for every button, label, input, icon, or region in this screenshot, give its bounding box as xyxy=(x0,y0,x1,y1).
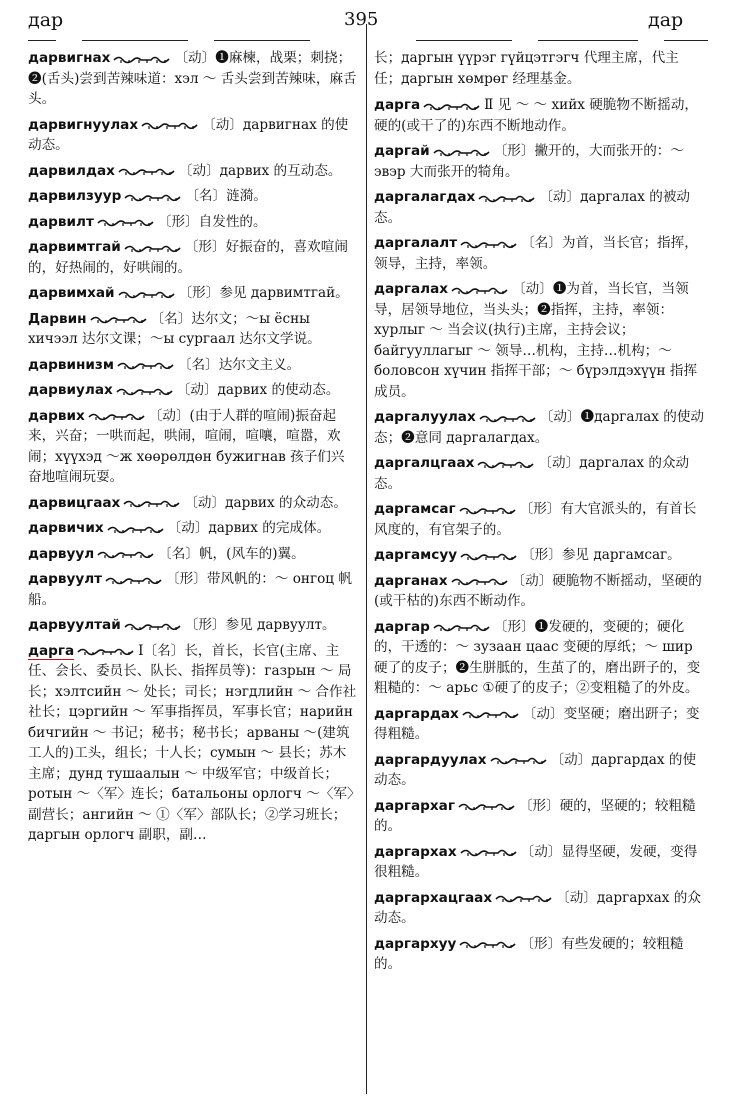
definition: 〔动〕дарвих 的完成体。 xyxy=(167,520,331,536)
definition: 〔形〕有大官派头的，有首长风度的，有官架子的。 xyxy=(374,501,697,538)
definition: 〔形〕参见 дарвуулт。 xyxy=(184,617,336,633)
definition: Ⅰ〔名〕长，首长，长官(主席、主任、会长、委员长、队长、指挥员等)：газрын ～ 局长；хэлтсийн ～ 处长；司长；нэгдлийн ～ 合作社社长；цэргийн ～ 军事指挥员，军事长官；нарийн бичгийн ～ 书记；秘书；秘书长；арваны ～(建筑工人的)工头，组长；十人长；сумын ～ 县长；苏木主席；дунд тушаалын ～ 中级军官；中级首长；ротын ～〈军〉连长；батальоны орлогч ～〈军〉副营长；ангийн ～ ①〈军〉部队长；②学习班长；даргын орлогч 副职，副… xyxy=(28,642,357,843)
right-entry xyxy=(374,545,706,566)
right-entry xyxy=(374,141,706,182)
right-entry xyxy=(374,934,706,975)
right-entry xyxy=(374,453,706,494)
mongolian-script-glyph xyxy=(451,285,509,295)
header-rule-right-b xyxy=(538,40,638,41)
left-entry xyxy=(28,212,358,233)
left-entry xyxy=(28,569,358,610)
headword: дарвимхай xyxy=(28,285,115,301)
mongolian-script-glyph xyxy=(477,459,535,469)
headword: даргардуулах xyxy=(374,751,487,768)
mongolian-script-glyph xyxy=(105,575,163,585)
definition: 〔形〕参见 даргамсаг。 xyxy=(521,547,681,563)
headword: даргалцгаах xyxy=(374,455,475,471)
headword: дарвигнуулах xyxy=(28,116,139,133)
left-entry xyxy=(28,615,358,636)
definition: 〔名〕涟漪。 xyxy=(185,188,267,204)
left-entry xyxy=(28,186,358,207)
headword: дарвимтгай xyxy=(28,239,121,255)
mongolian-script-glyph xyxy=(460,551,518,561)
headword: даргай xyxy=(374,143,430,159)
definition: 〔形〕撇开的，大而张开的：～ эвэр 大而张开的犄角。 xyxy=(374,143,684,180)
right-entry xyxy=(374,842,706,883)
header-left-guide-word: дар xyxy=(28,9,64,31)
mongolian-script-glyph xyxy=(117,360,175,370)
right-entry xyxy=(374,888,706,929)
left-entry xyxy=(28,161,358,182)
right-entry xyxy=(374,233,706,274)
mongolian-script-glyph xyxy=(124,192,182,202)
mongolian-script-glyph xyxy=(458,801,516,811)
mongolian-script-glyph xyxy=(124,621,182,631)
left-entry xyxy=(28,48,358,110)
headword: дарвинизм xyxy=(28,356,114,373)
right-entry xyxy=(374,704,706,745)
mongolian-script-glyph xyxy=(460,847,518,857)
left-entry xyxy=(28,115,358,156)
definition: 〔形〕自发性的。 xyxy=(157,213,267,230)
definition: 〔动〕дарвигнах 的使动态。 xyxy=(28,116,349,153)
headword: даргархаг xyxy=(374,797,455,814)
left-entry xyxy=(28,544,358,565)
definition: 〔名〕达尔文主义。 xyxy=(177,356,301,373)
headword: даргамсуу xyxy=(374,547,458,563)
headword: дарвиулах xyxy=(28,382,113,398)
definition: 〔形〕❶发硬的，变硬的；硬化的，干透的：～ зузаан цаас 变硬的厚纸；～ шир 硬了的皮子；❷生胼胝的，生茧了的，磨出趼子的，变粗糙的：～ арьс ①硬了的皮子；②变粗糙了的外皮。 xyxy=(374,618,701,696)
mongolian-script-glyph xyxy=(495,893,553,903)
definition: 〔形〕有些发硬的；较粗糙的。 xyxy=(374,935,684,972)
headword: дарвуултай xyxy=(28,617,121,633)
definition: 〔动〕даргархах 的众动态。 xyxy=(374,889,701,926)
headword: даргалалт xyxy=(374,235,458,251)
definition: 〔形〕好振奋的，喜欢喧闹的，好热闹的，好哄闹的。 xyxy=(28,239,348,276)
definition: 〔动〕❶даргалах 的使动态；❷意同 даргалагдах。 xyxy=(374,409,705,446)
left-entry xyxy=(28,493,358,514)
mongolian-script-glyph xyxy=(460,239,518,249)
mongolian-script-glyph xyxy=(459,505,517,515)
mongolian-script-glyph xyxy=(141,120,199,130)
definition: 〔形〕硬的，坚硬的；较粗糙的。 xyxy=(374,797,696,834)
headword: дарвилт xyxy=(28,213,94,230)
page-header xyxy=(0,0,739,44)
header-rule-right-a xyxy=(416,40,512,41)
headword: даргалагдах xyxy=(374,189,476,205)
definition: 〔名〕为首，当长官；指挥，领导，主持，率领。 xyxy=(374,235,698,272)
left-entry xyxy=(28,355,358,376)
right-entry xyxy=(374,617,706,699)
mongolian-script-glyph xyxy=(123,498,181,508)
headword: дарвих xyxy=(28,407,85,424)
headword: даргардах xyxy=(374,705,459,722)
definition: 〔动〕硬脆物不断摇动，坚硬的(或干枯的)东西不断动作。 xyxy=(374,572,702,609)
header-rule-left-c xyxy=(214,40,310,41)
right-entry xyxy=(374,750,706,791)
right-entry xyxy=(374,48,706,89)
right-entry xyxy=(374,95,706,136)
right-entry xyxy=(374,407,706,448)
headword: дарга xyxy=(28,642,75,659)
headword: дарвуул xyxy=(28,545,95,562)
definition: 〔形〕带风帆的：～ онгоц 帆船。 xyxy=(28,571,352,608)
left-entry xyxy=(28,237,358,278)
left-entry xyxy=(28,380,358,401)
headword: даргархах xyxy=(374,843,457,860)
headword: даргалуулах xyxy=(374,409,476,425)
header-rule-left-a xyxy=(28,40,56,41)
definition: 〔动〕❶为首，当长官，当领导，居领导地位，当头头；❷指挥，主持，率领：хурлыг ～ 当会议(执行)主席，主持会议；байгууллагыг ～ 领导…机构，主持…机构；～ боловсон хүчин 指挥干部；～ бүрэлдэхүүн 指挥成员。 xyxy=(374,281,698,400)
headword: дарвуулт xyxy=(28,571,103,587)
mongolian-script-glyph xyxy=(433,147,491,157)
header-rule-right-c xyxy=(664,40,708,41)
definition: 〔动〕дарвих 的使动态。 xyxy=(176,382,340,398)
mongolian-script-glyph xyxy=(116,386,174,396)
mongolian-script-glyph xyxy=(490,755,548,765)
mongolian-script-glyph xyxy=(97,549,155,559)
right-entry xyxy=(374,279,706,402)
mongolian-script-glyph xyxy=(479,413,537,423)
right-entry xyxy=(374,187,706,228)
mongolian-script-glyph xyxy=(107,524,165,534)
left-column xyxy=(28,48,358,851)
definition: 〔名〕达尔文；～ы ёсны хичээл 达尔文课；～ы сургаал 达尔文学说。 xyxy=(28,310,321,347)
left-entry xyxy=(28,518,358,539)
mongolian-script-glyph xyxy=(88,411,146,421)
headword: даргар xyxy=(374,618,430,635)
definition: 〔动〕даргардах 的使动态。 xyxy=(374,751,697,788)
headword: дарвичих xyxy=(28,520,104,536)
mongolian-script-glyph xyxy=(478,193,536,203)
definition: 〔动〕даргалах 的众动态。 xyxy=(374,455,690,492)
right-entry xyxy=(374,796,706,837)
headword: даргалах xyxy=(374,281,449,297)
right-entry xyxy=(374,571,706,612)
definition: 〔形〕参见 дарвимтгай。 xyxy=(178,285,349,301)
definition: 〔动〕дарвих 的互动态。 xyxy=(178,162,342,179)
mongolian-script-glyph xyxy=(459,939,517,949)
left-entry xyxy=(28,283,358,304)
mongolian-script-glyph xyxy=(423,101,481,111)
mongolian-script-glyph xyxy=(90,314,148,324)
mongolian-script-glyph xyxy=(113,54,171,64)
headword: даргархацгаах xyxy=(374,889,493,906)
mongolian-script-glyph xyxy=(433,622,491,632)
headword: даргамсаг xyxy=(374,501,456,517)
mongolian-script-glyph xyxy=(118,166,176,176)
definition: 〔动〕显得坚硬，发硬，变得很粗糙。 xyxy=(374,843,698,880)
header-right-guide-word: дар xyxy=(648,9,684,31)
mongolian-script-glyph xyxy=(451,576,509,586)
left-entry xyxy=(28,641,358,846)
mongolian-script-glyph xyxy=(97,217,155,227)
definition: 〔动〕даргалах 的被动态。 xyxy=(374,189,691,226)
header-rule-left-b xyxy=(82,40,188,41)
headword: дарганах xyxy=(374,572,448,589)
right-entry xyxy=(374,499,706,540)
definition: 〔动〕❶麻楝，战栗；刺挠；❷(舌头)尝到苦辣味道：хэл ～ 舌头尝到苦辣味，麻舌头。 xyxy=(28,50,357,107)
headword: дарвилзуур xyxy=(28,188,122,204)
headword: даргархуу xyxy=(374,935,457,952)
mongolian-script-glyph xyxy=(118,289,176,299)
right-column xyxy=(374,48,706,980)
definition: 〔名〕帆，(风车的)翼。 xyxy=(158,545,305,562)
definition: 〔动〕дарвих 的众动态。 xyxy=(184,494,347,511)
definition: Ⅱ 见 ～ ～ хийх 硬脆物不断摇动，硬的(或干了的)东西不断地动作。 xyxy=(374,97,699,134)
column-divider xyxy=(366,24,367,1094)
definition: 长；даргын үүрэг гүйцэтгэгч 代理主席，代主任；даргын хөмрөг 经理基金。 xyxy=(374,50,679,87)
headword: дарвицгаах xyxy=(28,494,121,511)
headword: дарга xyxy=(374,97,421,113)
headword: Дарвин xyxy=(28,310,87,327)
mongolian-script-glyph xyxy=(124,243,182,253)
mongolian-script-glyph xyxy=(77,646,135,656)
headword: дарвигнах xyxy=(28,50,111,66)
left-entry xyxy=(28,406,358,488)
left-entry xyxy=(28,309,358,350)
mongolian-script-glyph xyxy=(462,709,520,719)
headword: дарвилдах xyxy=(28,162,115,179)
definition: 〔动〕(由于人群的喧闹)振奋起来，兴奋；一哄而起，哄闹，喧闹，喧嚷，喧嚣，欢闹；хүүхэд ～ж хөөрөлдөн бужигнав 孩子们兴奋地喧闹玩耍。 xyxy=(28,407,345,485)
page-number: 395 xyxy=(344,9,379,30)
definition: 〔动〕变坚硬；磨出趼子；变得粗糙。 xyxy=(374,705,700,742)
